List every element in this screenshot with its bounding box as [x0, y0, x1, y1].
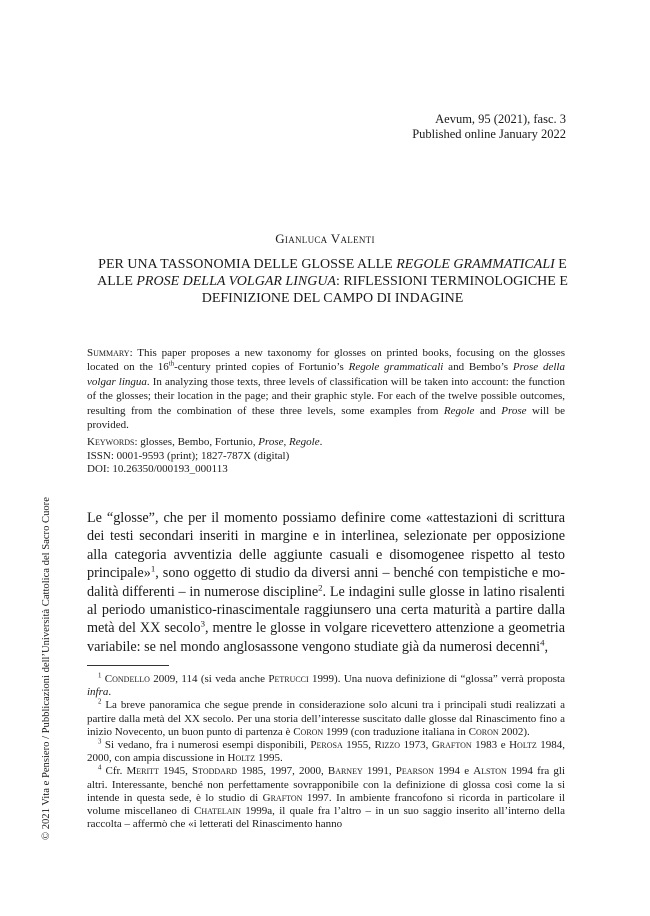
cited-author: Petrucci	[268, 673, 309, 685]
cited-author: Holtz	[509, 739, 537, 752]
summary-italic: Prose	[501, 404, 527, 417]
title-italic: REGOLE GRAMMATICALI	[396, 257, 555, 272]
cited-author: Alston	[473, 765, 507, 778]
journal-citation: Aevum, 95 (2021), fasc. 3	[435, 112, 566, 126]
keywords-text: .	[319, 436, 323, 448]
summary-text: . In analyzing those texts, three levels of classification will be taken into account: the function of the glosses; their location in the page; and their graphic style. For each of the twelve possible outcomes, resulting from the combination of these three levels, some examples from	[87, 375, 565, 417]
summary-italic: Prose della volgar lingua	[87, 361, 565, 388]
footnote-number: 3	[98, 738, 102, 746]
doi: DOI: 10.26350/000193_000113	[87, 463, 228, 475]
cited-author: Stoddard	[191, 765, 238, 778]
summary-text: will be provided.	[87, 404, 565, 432]
summary-text: and Bembo’s	[443, 361, 513, 374]
keywords-text: ,	[283, 436, 290, 448]
footnote-text: 1991,	[362, 765, 396, 778]
footnote-text: 1999 (con traduzione italiana in	[323, 725, 469, 738]
footnote-ref[interactable]: 1	[150, 563, 156, 574]
footnote-text: 1997. In ambiente francofono si ricorda in particolare il volume miscellaneo di	[87, 791, 565, 818]
footnote-text: Cfr.	[101, 765, 127, 778]
footnote-text: 1995.	[255, 752, 283, 765]
title-line-2	[95, 273, 570, 290]
summary-text: : This paper proposes a new taxonomy for glosses on printed books, focusing on the glosses located on the 16	[87, 347, 565, 374]
summary-superscript: th	[168, 360, 175, 368]
keywords-label: Keywords	[87, 436, 135, 448]
footnote-text: 2009, 114 (si veda anche	[149, 673, 269, 685]
footnote-text: 2002).	[498, 725, 530, 738]
cited-author: Barney	[327, 765, 363, 778]
footnote-number: 4	[98, 764, 102, 772]
summary-text: and	[474, 404, 502, 417]
cited-author: Rizzo	[374, 739, 401, 752]
body-text: , sono oggetto di studio da diversi anni – benché con tempistiche e modalità differenti – in numerose discipline	[87, 565, 565, 600]
footnote-1	[87, 673, 565, 699]
footnotes	[87, 673, 565, 831]
footnote-text: 1985, 1997, 2000,	[237, 765, 328, 778]
keywords-italic: Prose	[258, 436, 284, 448]
cited-author: Grafton	[431, 739, 472, 752]
body-text: . Le indagini sulle glosse in latino risalenti al periodo umanistico-rinascimentale raggiunsero una certa maturità a partire dalla metà del XX secolo	[87, 583, 565, 637]
footnote-italic: infra	[87, 686, 109, 699]
title-italic: PROSE DELLA VOLGAR LINGUA	[136, 274, 336, 289]
footnote-text: 1994 fra gli altri. Interessante, benché non perfettamente sovrapponibile con la definizione di glossa così come la si intende in questa sede, è lo studio di	[87, 765, 566, 804]
footnote-3	[87, 739, 565, 765]
title-line-3: DEFINIZIONE DEL CAMPO DI INDAGINE	[201, 291, 464, 306]
footnote-ref[interactable]: 4	[540, 637, 545, 648]
cited-author: Coron	[468, 725, 499, 738]
title-text: E	[554, 257, 567, 272]
article-title	[95, 256, 570, 307]
footnote-number: 1	[98, 672, 102, 680]
publication-date: Published online January 2022	[412, 127, 566, 141]
keywords-text: : glosses, Bembo, Fortunio,	[134, 436, 259, 448]
body-paragraph	[87, 509, 565, 656]
cited-author: Meritt	[126, 765, 159, 778]
footnote-4	[87, 765, 565, 831]
footnote-ref[interactable]: 2	[318, 581, 323, 592]
copyright-notice: © 2021 Vita e Pensiero / Pubblicazioni dell’Università Cattolica del Sacro Cuore	[41, 497, 52, 840]
issn: ISSN: 0001-9593 (print); 1827-787X (digital)	[87, 449, 290, 462]
body-text: ,	[544, 638, 549, 655]
cited-author: Coron	[293, 725, 324, 738]
title-text: ALLE	[97, 274, 137, 289]
cited-author: Grafton	[262, 791, 303, 804]
body-text: Le “glosse”, che per il momento possiamo definire come «attestazioni di scrittura dei testi secondari inseriti in margine e in interlinea, selezionate per opposizione alla categoria avventizia delle aggiunte casuali e disomogenee rispetto al testo principale»	[87, 510, 565, 582]
footnote-divider	[87, 665, 169, 666]
footnote-ref[interactable]: 3	[200, 618, 205, 629]
journal-header	[412, 112, 566, 142]
cited-author: Pearson	[395, 765, 434, 778]
title-text: : RIFLESSIONI TERMINOLOGICHE E	[335, 274, 568, 289]
cited-author: Condello	[104, 673, 150, 685]
summary-text: -century printed copies of Fortunio’s	[174, 361, 349, 374]
footnote-text: Si vedano, fra i numerosi esempi disponibili,	[101, 739, 311, 752]
footnote-text: .	[108, 686, 112, 699]
keywords-italic: Regole	[289, 436, 320, 448]
cited-author: Perosa	[310, 739, 343, 752]
cited-author: Chatelain	[194, 805, 241, 818]
footnote-text: 1999a, il quale fra l’altro – in un suo saggio inserito all’interno della raccolta – affermò che «i letterati del Rinascimento hanno	[87, 805, 565, 831]
footnote-text: 1955,	[342, 739, 375, 752]
footnote-text: 1984, 2000, con ampia discussione in	[87, 739, 566, 765]
article-metadata	[87, 436, 565, 477]
summary-paragraph	[87, 346, 565, 432]
footnote-2	[87, 699, 565, 739]
footnote-text: La breve panoramica che segue prende in considerazione solo alcuni tra i principali studi realizzati a partire dalla metà del XX secolo. Per una storia dell’interesse suscitato dalle glosse dal Rinascimento fino a inizio Novecento, un buon punto di partenza è	[87, 699, 565, 738]
footnote-text: 1999). Una nuova definizione di “glossa” verrà proposta	[308, 673, 565, 685]
footnote-text: 1945,	[158, 765, 192, 778]
summary-label: Summary	[87, 347, 130, 359]
keywords	[87, 436, 565, 450]
footnote-number: 2	[98, 698, 102, 706]
cited-author: Holtz	[227, 752, 256, 765]
footnote-text: 1973,	[400, 739, 432, 752]
summary-italic: Regole grammaticali	[348, 361, 444, 374]
footnote-text: 1994 e	[433, 765, 474, 778]
author-name: Gianluca Valenti	[275, 231, 375, 246]
title-text: PER UNA TASSONOMIA DELLE GLOSSE ALLE	[98, 257, 397, 272]
summary-italic: Regole	[443, 404, 475, 417]
title-line-1	[95, 256, 570, 273]
footnote-text: 1983 e	[471, 739, 510, 752]
body-text: , mentre le glosse in volgare ricevettero attenzione a geometria variabile: se nel mondo anglosassone vengono studiate già da numerosi decenni	[87, 620, 566, 655]
